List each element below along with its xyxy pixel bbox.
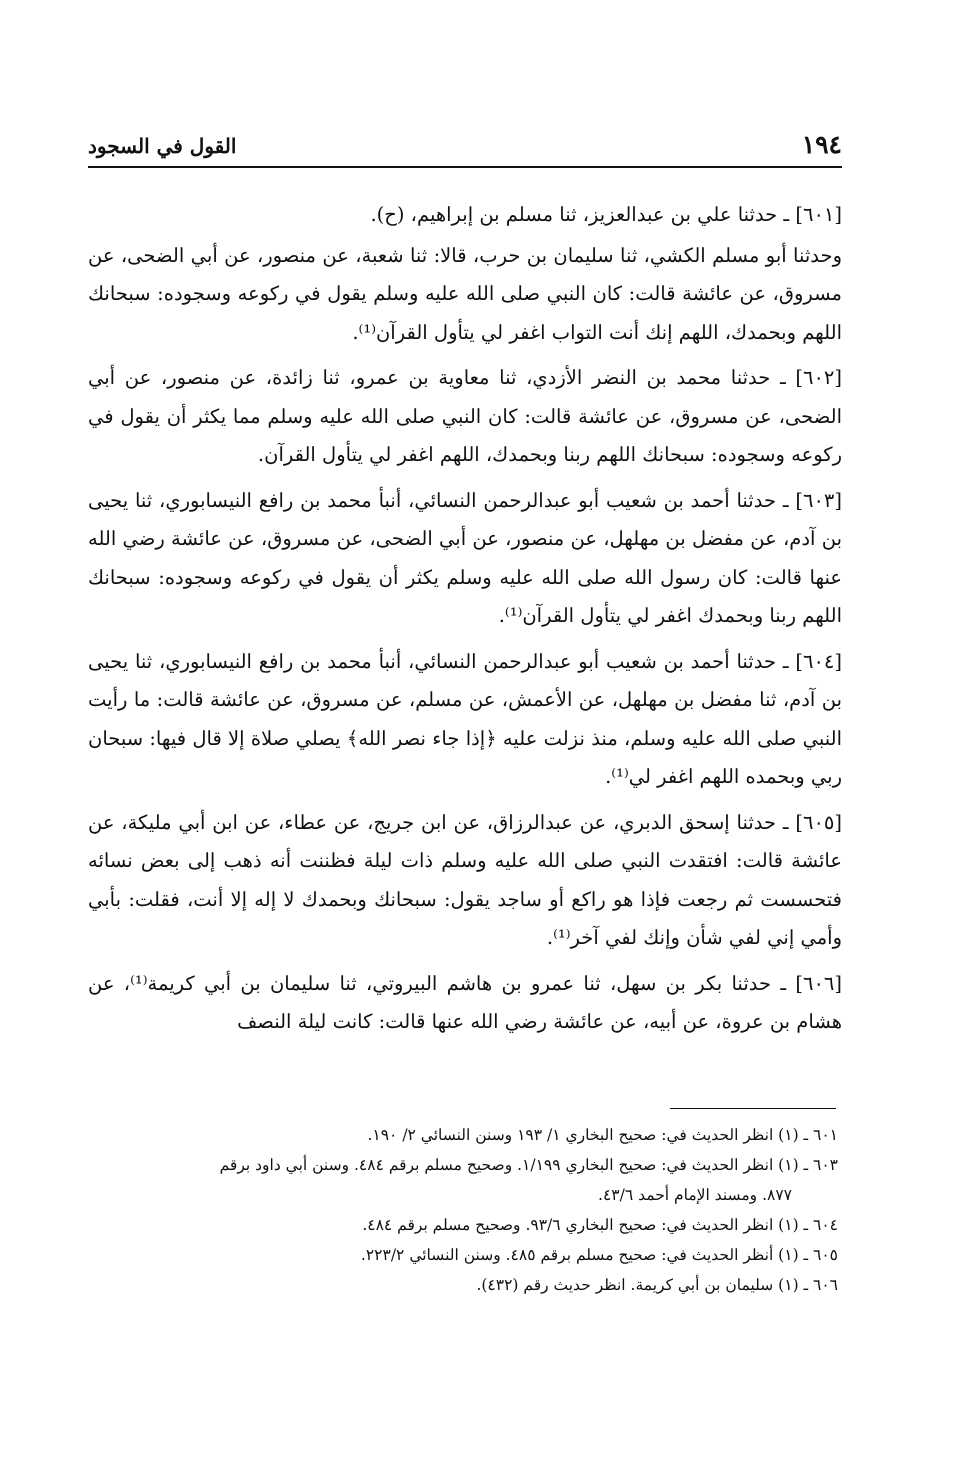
hadith-604: [٦٠٤] ـ حدثنا أحمد بن شعيب أبو عبدالرحمن النسائي، أنبأ محمد بن رافع النيسابوري، ثنا يحيى بن آدم، ثنا مفضل بن مهلهل، عن الأعمش، عن مسلم، عن مسروق، عن عائشة قالت: ما رأيت النبي صلى الله عليه وسلم، منذ نزلت عليه ﴿إذا جاء نصر الله﴾ يصلي صلاة إلا قال فيها: سبحان ربي وبحمده اللهم اغفر لي⁽¹⁾. xyxy=(88,649,842,788)
footnote-separator xyxy=(670,1108,836,1109)
hadith-602: [٦٠٢] ـ حدثنا محمد بن النضر الأزدي، ثنا معاوية بن عمرو، ثنا زائدة، عن منصور، عن أبي الضحى، عن مسروق، عن عائشة قالت: كان النبي صلى الله عليه وسلم مما يكثر أن يقول في ركوعه وسجوده: سبحانك اللهم ربنا وبحمدك، اللهم اغفر لي يتأول القرآن. xyxy=(88,366,842,466)
footnote-606: ٦٠٦ ـ (١) سليمان بن أبي كريمة. انظر حديث رقم (٤٣٢). xyxy=(476,1276,838,1294)
hadith-605: [٦٠٥] ـ حدثنا إسحق الدبري، عن عبدالرزاق، عن ابن جريج، عن عطاء، عن ابن أبي مليكة، عن عائشة قالت: افتقدت النبي صلى الله عليه وسلم ذات ليلة فظننت أنه ذهب إلى بعض نسائه فتحسست ثم رجعت فإذا هو راكع أو ساجد يقول: سبحانك وبحمدك لا إله إلا أنت، فقلت: بأبي وأمي إني لفي شأن وإنك لفي آخر⁽¹⁾. xyxy=(88,810,842,949)
page-number: ١٩٤ xyxy=(801,130,842,159)
footnotes xyxy=(88,1120,838,1300)
header-rule xyxy=(88,166,842,168)
footnote-603: ٦٠٣ ـ (١) انظر الحديث في: صحيح البخاري ١/١٩٩. وصحيح مسلم برقم ٤٨٤. وسنن أبي داود برقم xyxy=(219,1156,838,1174)
hadith-606: [٦٠٦] ـ حدثنا بكر بن سهل، ثنا عمرو بن هاشم البيروتي، ثنا سليمان بن أبي كريمة⁽¹⁾، عن هشام بن عروة، عن أبيه، عن عائشة رضي الله عنها قالت: كانت ليلة النصف xyxy=(88,971,842,1033)
hadith-603: [٦٠٣] ـ حدثنا أحمد بن شعيب أبو عبدالرحمن النسائي، أنبأ محمد بن رافع النيسابوري، ثنا يحيى بن آدم، عن مفضل بن مهلهل، عن منصور، عن أبي الضحى، عن مسروق، عن عائشة رضي الله عنها قالت: كان رسول الله صلى الله عليه وسلم يكثر أن يقول في ركوعه وسجوده: سبحانك اللهم ربنا وبحمدك اغفر لي يتأول القرآن⁽¹⁾. xyxy=(88,488,842,627)
hadith-601-isnad: [٦٠١] ـ حدثنا علي بن عبدالعزيز، ثنا مسلم بن إبراهيم، (ح). xyxy=(370,203,842,226)
hadith-601-text: وحدثنا أبو مسلم الكشي، ثنا سليمان بن حرب، قالا: ثنا شعبة، عن منصور، عن أبي الضحى، عن مسروق، عن عائشة قالت: كان النبي صلى الله عليه وسلم يقول في ركوعه وسجوده: سبحانك اللهم وبحمدك، اللهم إنك أنت التواب اغفر لي يتأول القرآن⁽¹⁾. xyxy=(88,243,842,344)
footnote-603-continued: ٨٧٧. ومسند الإمام أحمد ٤٣/٦. xyxy=(598,1186,792,1204)
footnote-604: ٦٠٤ ـ (١) انظر الحديث في: صحيح البخاري ٩٣/٦. وصحيح مسلم برقم ٤٨٤. xyxy=(362,1216,838,1234)
running-title: القول في السجود xyxy=(88,134,237,158)
page-header xyxy=(88,126,842,160)
footnote-601: ٦٠١ ـ (١) انظر الحديث في: صحيح البخاري ١/ ١٩٣ وسنن النسائي ٢/ ١٩٠. xyxy=(367,1126,838,1144)
main-text xyxy=(88,196,842,1049)
footnote-605: ٦٠٥ ـ (١) أنظر الحديث في: صحيح مسلم برقم ٤٨٥. وسنن النسائي ٢٢٣/٢. xyxy=(360,1246,838,1264)
